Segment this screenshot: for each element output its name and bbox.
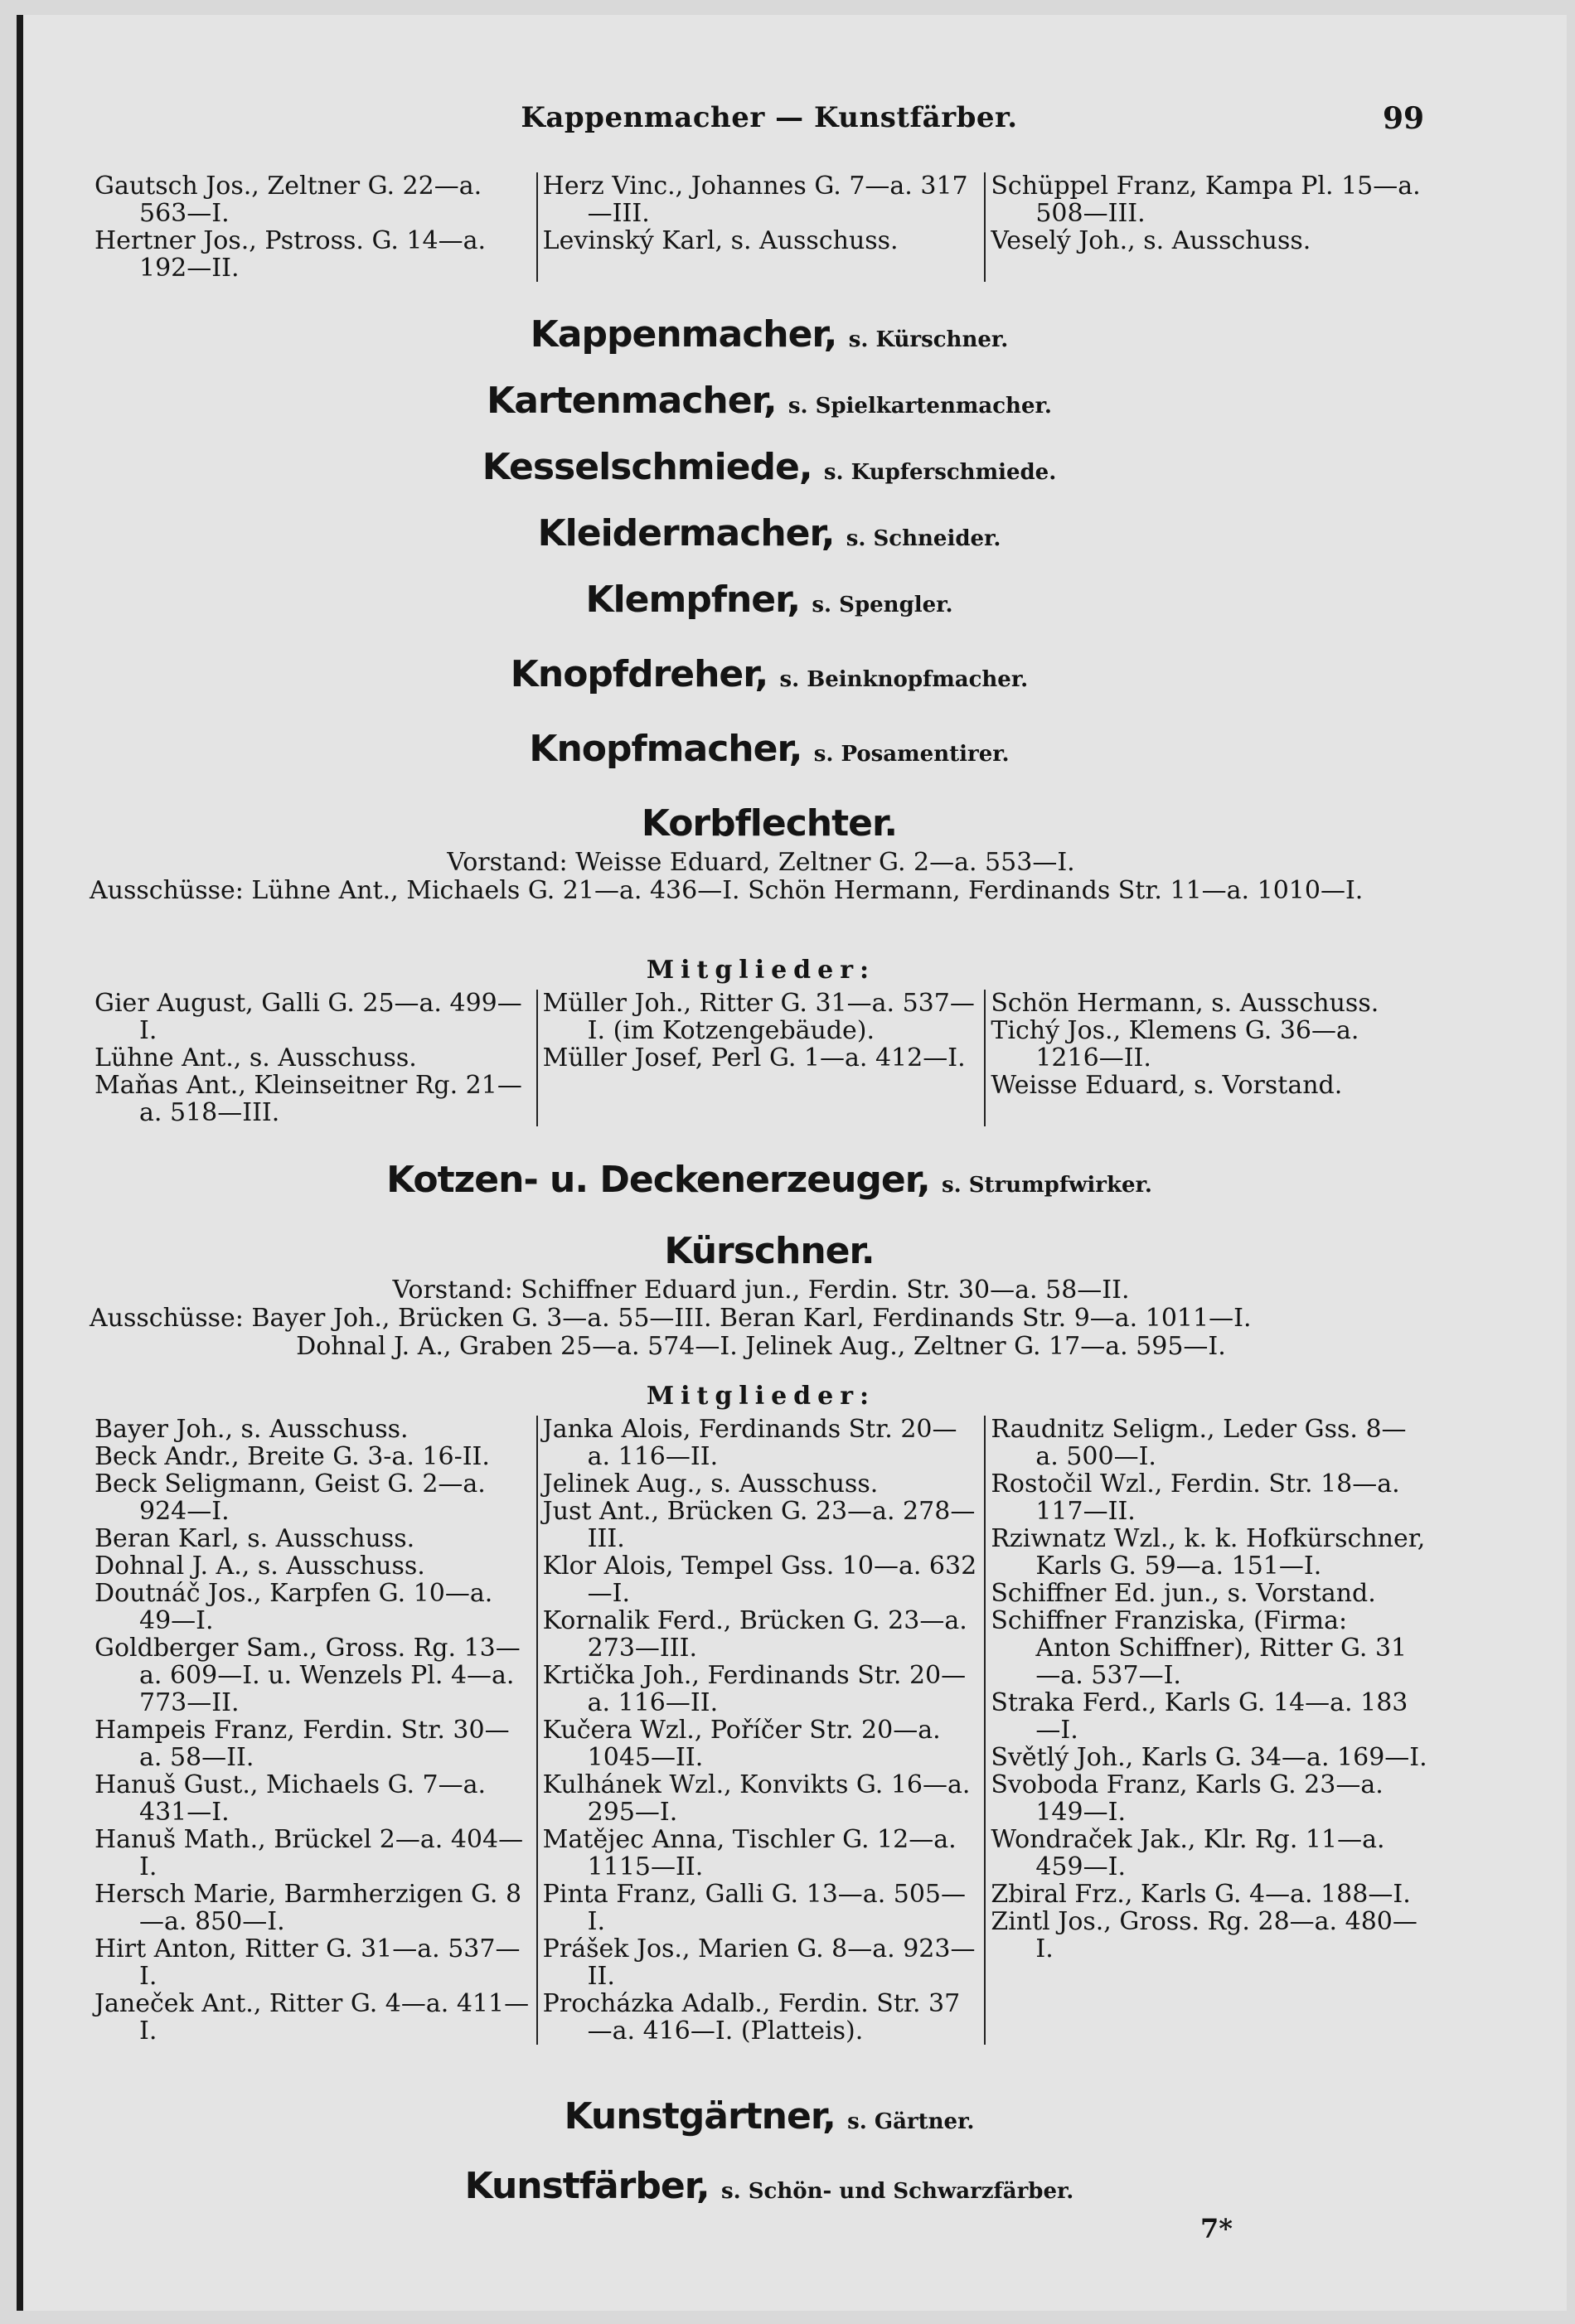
list-item: Hersch Marie, Barmherzigen G. 8—a. 850—I. xyxy=(94,1880,522,1936)
list-item: Wondraček Jak., Klr. Rg. 11—a. 459—I. xyxy=(991,1825,1385,1881)
ref-heading-kartenmacher: Kartenmacher, s. Spielkartenmacher. xyxy=(487,380,1052,422)
list-item: Tichý Jos., Klemens G. 36—a. 1216—II. xyxy=(991,1016,1359,1072)
list-item: Zintl Jos., Gross. Rg. 28—a. 480—I. xyxy=(991,1907,1418,1963)
list-item: Hirt Anton, Ritter G. 31—a. 537—I. xyxy=(94,1934,521,1991)
ref-heading-klempfner: Klempfner, s. Spengler. xyxy=(585,579,953,621)
list-item: Beck Andr., Breite G. 3-a. 16-II. xyxy=(94,1442,490,1471)
list-item: Zbiral Frz., Karls G. 4—a. 188—I. xyxy=(991,1880,1411,1909)
list-item: Kučera Wzl., Poříčer Str. 20—a. 1045—II. xyxy=(542,1716,941,1772)
list-item: Schiffner Franziska, (Firma: Anton Schiffner), Ritter G. 31—a. 537—I. xyxy=(991,1606,1408,1690)
list-item: Krtička Joh., Ferdinands Str. 20—a. 116—II. xyxy=(542,1661,967,1717)
list-item: Svoboda Franz, Karls G. 23—a. 149—I. xyxy=(991,1770,1384,1827)
korb-members xyxy=(90,990,1432,1126)
running-head: Kappenmacher — Kunstfärber. xyxy=(521,101,1018,134)
list-item: Schiffner Ed. jun., s. Vorstand. xyxy=(991,1579,1376,1608)
list-item: Schüppel Franz, Kampa Pl. 15—a. 508—III. xyxy=(991,172,1421,228)
top-col-2 xyxy=(536,172,985,282)
list-item: Kornalik Ferd., Brücken G. 23—a. 273—III. xyxy=(542,1606,967,1663)
list-item: Raudnitz Seligm., Leder Gss. 8—a. 500—I. xyxy=(991,1415,1407,1471)
korb-col-1 xyxy=(90,990,536,1126)
ref-heading-kunstgaertner: Kunstgärtner, s. Gärtner. xyxy=(564,2095,975,2138)
list-item: Maňas Ant., Kleinseitner Rg. 21—a. 518—III. xyxy=(94,1071,522,1127)
kuersch-col-1 xyxy=(90,1416,536,2045)
list-item: Jelinek Aug., s. Ausschuss. xyxy=(542,1469,879,1498)
list-item: Hampeis Franz, Ferdin. Str. 30—a. 58—II. xyxy=(94,1716,510,1772)
ref-heading-kappenmacher: Kappenmacher, s. Kürschner. xyxy=(530,313,1009,356)
kuersch-members xyxy=(90,1416,1432,2045)
page xyxy=(17,15,1567,2311)
list-item: Janka Alois, Ferdinands Str. 20—a. 116—II. xyxy=(542,1415,957,1471)
list-item: Müller Josef, Perl G. 1—a. 412—I. xyxy=(542,1043,966,1072)
top-col-3 xyxy=(984,172,1432,282)
list-item: Schön Hermann, s. Ausschuss. xyxy=(991,989,1379,1018)
list-item: Gautsch Jos., Zeltner G. 22—a. 563—I. xyxy=(94,172,482,228)
list-item: Prášek Jos., Marien G. 8—a. 923—II. xyxy=(542,1934,976,1991)
list-item: Světlý Joh., Karls G. 34—a. 169—I. xyxy=(991,1743,1427,1772)
ref-heading-knopfdreher: Knopfdreher, s. Beinknopfmacher. xyxy=(510,653,1029,695)
list-item: Pinta Franz, Galli G. 13—a. 505—I. xyxy=(542,1880,967,1936)
list-item: Gier August, Galli G. 25—a. 499—I. xyxy=(94,989,522,1045)
top-col-1 xyxy=(90,172,536,282)
korb-col-2 xyxy=(536,990,985,1126)
ref-heading-kesselschmiede: Kesselschmiede, s. Kupferschmiede. xyxy=(482,446,1057,488)
korb-vorstand: Vorstand: Weisse Eduard, Zeltner G. 2—a. 553—I. xyxy=(447,848,1075,877)
list-item: Beran Karl, s. Ausschuss. xyxy=(94,1524,415,1553)
kuersch-ausschuesse-2: Dohnal J. A., Graben 25—a. 574—I. Jelinek Aug., Zeltner G. 17—a. 595—I. xyxy=(296,1332,1226,1361)
list-item: Hanuš Gust., Michaels G. 7—a. 431—I. xyxy=(94,1770,487,1827)
section-title-kuerschner: Kürschner. xyxy=(664,1230,875,1272)
list-item: Weisse Eduard, s. Vorstand. xyxy=(991,1071,1343,1100)
list-item: Lühne Ant., s. Ausschuss. xyxy=(94,1043,417,1072)
kuersch-col-3 xyxy=(984,1416,1432,2045)
ref-heading-knopfmacher: Knopfmacher, s. Posamentirer. xyxy=(529,728,1010,770)
korb-ausschuesse: Ausschüsse: Lühne Ant., Michaels G. 21—a. 436—I. Schön Hermann, Ferdinands Str. 11—a. 1010—I. xyxy=(90,876,1364,905)
list-item: Beck Seligmann, Geist G. 2—a. 924—I. xyxy=(94,1469,486,1526)
list-item: Veselý Joh., s. Ausschuss. xyxy=(991,226,1311,255)
list-item: Rziwnatz Wzl., k. k. Hofkürschner, Karls G. 59—a. 151—I. xyxy=(991,1524,1426,1581)
list-item: Dohnal J. A., s. Ausschuss. xyxy=(94,1552,425,1581)
list-item: Bayer Joh., s. Ausschuss. xyxy=(94,1415,409,1444)
list-item: Klor Alois, Tempel Gss. 10—a. 632—I. xyxy=(542,1552,977,1608)
list-item: Kulhánek Wzl., Konvikts G. 16—a. 295—I. xyxy=(542,1770,971,1827)
list-item: Matějec Anna, Tischler G. 12—a. 1115—II. xyxy=(542,1825,957,1881)
ref-heading-kleidermacher: Kleidermacher, s. Schneider. xyxy=(537,512,1001,554)
kuersch-mitglieder-label: Mitglieder: xyxy=(646,1382,876,1411)
list-item: Rostočil Wzl., Ferdin. Str. 18—a. 117—II. xyxy=(991,1469,1400,1526)
top-entries xyxy=(90,172,1432,282)
list-item: Goldberger Sam., Gross. Rg. 13—a. 609—I. u. Wenzels Pl. 4—a. 773—II. xyxy=(94,1634,521,1717)
korb-col-3 xyxy=(984,990,1432,1126)
kuersch-ausschuesse-1: Ausschüsse: Bayer Joh., Brücken G. 3—a. 55—III. Beran Karl, Ferdinands Str. 9—a. 1011—I. xyxy=(90,1304,1252,1333)
list-item: Hanuš Math., Brückel 2—a. 404—I. xyxy=(94,1825,524,1881)
list-item: Procházka Adalb., Ferdin. Str. 37—a. 416—I. (Platteis). xyxy=(542,1989,961,2046)
korb-mitglieder-label: Mitglieder: xyxy=(646,956,876,985)
list-item: Just Ant., Brücken G. 23—a. 278—III. xyxy=(542,1497,976,1553)
list-item: Straka Ferd., Karls G. 14—a. 183—I. xyxy=(991,1688,1408,1745)
list-item: Janeček Ant., Ritter G. 4—a. 411—I. xyxy=(94,1989,530,2046)
page-number: 99 xyxy=(1383,101,1425,136)
section-title-korbflechter: Korbflechter. xyxy=(641,802,898,845)
ref-heading-kotzen: Kotzen- u. Deckenerzeuger, s. Strumpfwirker. xyxy=(386,1159,1152,1201)
list-item: Hertner Jos., Pstross. G. 14—a. 192—II. xyxy=(94,226,487,283)
list-item: Müller Joh., Ritter G. 31—a. 537—I. (im Kotzengebäude). xyxy=(542,989,975,1045)
kuersch-col-2 xyxy=(536,1416,985,2045)
list-item: Levinský Karl, s. Ausschuss. xyxy=(542,226,899,255)
signature-mark: 7* xyxy=(1200,2213,1233,2244)
kuersch-vorstand: Vorstand: Schiffner Eduard jun., Ferdin. Str. 30—a. 58—II. xyxy=(392,1276,1130,1305)
list-item: Doutnáč Jos., Karpfen G. 10—a. 49—I. xyxy=(94,1579,493,1635)
ref-heading-kunstfaerber: Kunstfärber, s. Schön- und Schwarzfärber. xyxy=(464,2165,1074,2207)
list-item: Herz Vinc., Johannes G. 7—a. 317—III. xyxy=(542,172,968,228)
